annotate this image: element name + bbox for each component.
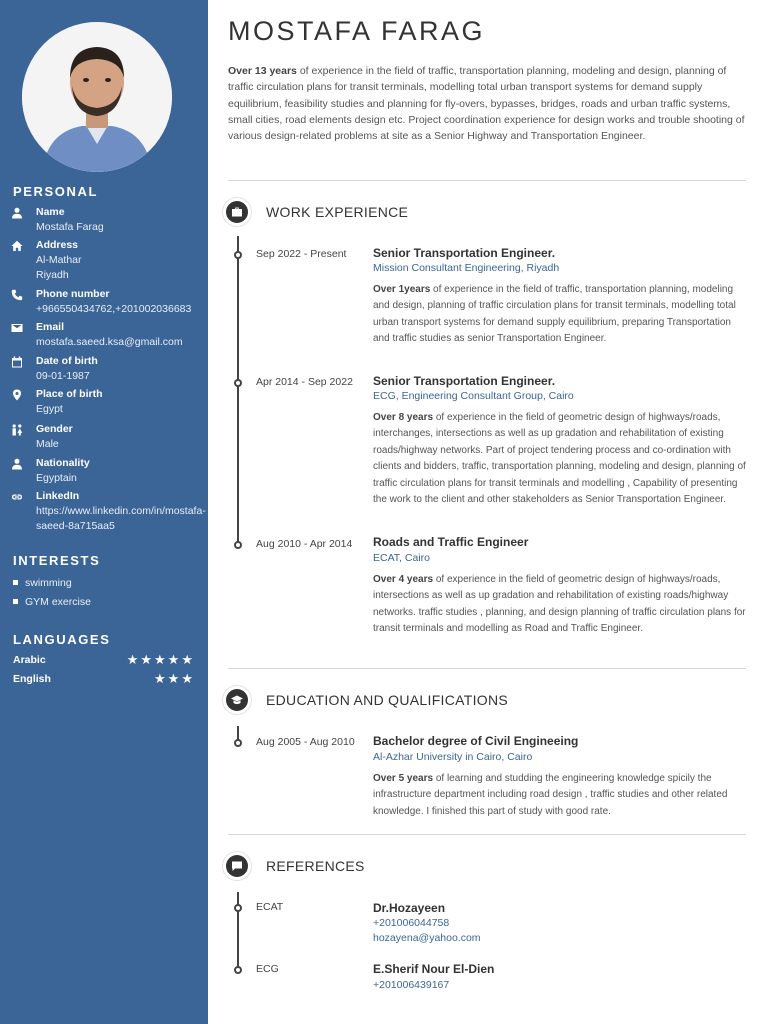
reference-org: ECG bbox=[256, 963, 279, 975]
star-rating-icon: ★★★ bbox=[154, 671, 195, 686]
linkedin-link[interactable]: https://www.linkedin.com/in/mostafa- saeed-8a715aa5 bbox=[36, 505, 206, 532]
timeline-dot bbox=[234, 541, 242, 549]
divider bbox=[228, 668, 746, 669]
references-heading: REFERENCES bbox=[266, 858, 365, 874]
home-icon bbox=[11, 240, 23, 252]
profile-photo bbox=[22, 22, 172, 172]
work-org: ECAT, Cairo bbox=[373, 552, 430, 564]
divider bbox=[228, 180, 746, 181]
location-pin-icon bbox=[11, 389, 23, 401]
work-org: Mission Consultant Engineering, Riyadh bbox=[373, 262, 560, 274]
interest-item: GYM exercise bbox=[13, 596, 91, 608]
person-icon bbox=[11, 458, 23, 470]
reference-name: Dr.Hozayeen bbox=[373, 901, 446, 915]
candidate-name: MOSTAFA FARAG bbox=[228, 16, 486, 46]
reference-name: E.Sherif Nour El-Dien bbox=[373, 962, 495, 976]
sidebar: PERSONAL Name Mostafa Farag Address Al-Mathar Riyadh Phone number +966550434762,+201002036683 Email mostafa.saeed.ksa@gmail.com Date of birth 09-01-1987 Place of birth Egypt Gender Male Nationality Egyptain LinkedIn https://www.linkedin.com/in/mostafa- saeed-8a715aa5 INTERESTS swimming GYM exercise LANGUAGES Arabic ★★★★★ English ★★★ bbox=[0, 0, 208, 1024]
work-description: Over 8 years of experience in the field of geometric design of highways/roads, interchanges, intersections as well as up gradation and rehabilitation of existing roads/highway networks. Part of project tendering process and co-ordination with clients and bidders, traffic, transportation planning, modeling and design, planning of traffic circulation plans for transit terminals and modelling , Capability of presenting the work to the client and other stakeholders as Senior Transportation Engineer. bbox=[373, 412, 746, 506]
profile-summary: Over 13 years of experience in the field of traffic, transportation planning, modeling and design, planning of traffic circulation plans for transit terminals, modelling total urban transport systems for demand supply equilibrium, feasibility studies and planning for fly-overs, bypasses, bridges, roads and urban traffic systems, small cities, road elements design etc. Project coordination experience for design works and trouble shooting of various design-related problems at site as a Senior Highway and Transportation Engineer. bbox=[228, 65, 745, 143]
reference-org: ECAT bbox=[256, 901, 284, 913]
reference-phone[interactable]: +201006044758 bbox=[373, 917, 450, 929]
timeline-dot bbox=[234, 904, 242, 912]
work-description: Over 1years of experience in the field of traffic, transportation planning, modeling and design, planning of traffic circulation plans for transit terminals, modelling total urban transport systems for demand supply equilibrium, preparing Transportation and traffic studies as senior Transportation Engineer. bbox=[373, 284, 736, 345]
work-title: Senior Transportation Engineer. bbox=[373, 374, 556, 388]
education-date: Aug 2005 - Aug 2010 bbox=[256, 736, 355, 748]
education-description: Over 5 years of learning and studding the engineering knowledge spicily the infrastructure department including road design , traffic studies and other related knowledge. I finished this part of study with good rate. bbox=[373, 773, 728, 817]
timeline-dot bbox=[234, 251, 242, 259]
interest-item: swimming bbox=[13, 577, 72, 589]
work-title: Roads and Traffic Engineer bbox=[373, 535, 529, 549]
calendar-icon bbox=[11, 356, 23, 368]
link-icon bbox=[11, 491, 23, 503]
bullet-icon bbox=[13, 580, 18, 585]
work-experience-heading: WORK EXPERIENCE bbox=[266, 204, 409, 220]
gender-icon bbox=[11, 424, 23, 436]
education-heading: EDUCATION AND QUALIFICATIONS bbox=[266, 692, 509, 708]
phone-icon bbox=[11, 289, 23, 301]
work-title: Senior Transportation Engineer. bbox=[373, 246, 556, 260]
timeline-dot bbox=[234, 379, 242, 387]
divider bbox=[228, 834, 746, 835]
work-date: Sep 2022 - Present bbox=[256, 248, 347, 260]
chat-bubble-icon bbox=[222, 851, 252, 881]
language-item-english: English ★★★ bbox=[13, 671, 195, 686]
personal-heading: PERSONAL bbox=[13, 184, 99, 199]
reference-phone[interactable]: +201006439167 bbox=[373, 979, 450, 991]
education-org: Al-Azhar University in Cairo, Cairo bbox=[373, 751, 533, 763]
work-date: Apr 2014 - Sep 2022 bbox=[256, 376, 353, 388]
reference-email[interactable]: hozayena@yahoo.com bbox=[373, 932, 481, 944]
mail-icon bbox=[11, 322, 23, 334]
timeline-dot bbox=[234, 966, 242, 974]
languages-heading: LANGUAGES bbox=[13, 632, 111, 647]
person-icon bbox=[11, 207, 23, 219]
work-description: Over 4 years of experience in the field of geometric design of highways/roads, intersections as well as up gradation and rehabilitation of existing roads/highway networks. traffic studies , planning, and design planning of traffic circulation plans for transit terminals and modelling as Road and Traffic Engineer. bbox=[373, 574, 746, 635]
work-org: ECG, Engineering Consultant Group, Cairo bbox=[373, 390, 574, 402]
education-title: Bachelor degree of Civil Engineeing bbox=[373, 734, 579, 748]
briefcase-icon bbox=[222, 197, 252, 227]
bullet-icon bbox=[13, 599, 18, 604]
language-item-arabic: Arabic ★★★★★ bbox=[13, 652, 195, 667]
work-date: Aug 2010 - Apr 2014 bbox=[256, 538, 353, 550]
graduation-cap-icon bbox=[222, 685, 252, 715]
timeline-line bbox=[237, 236, 239, 546]
interests-heading: INTERESTS bbox=[13, 553, 101, 568]
timeline-dot bbox=[234, 739, 242, 747]
star-rating-icon: ★★★★★ bbox=[126, 652, 195, 667]
